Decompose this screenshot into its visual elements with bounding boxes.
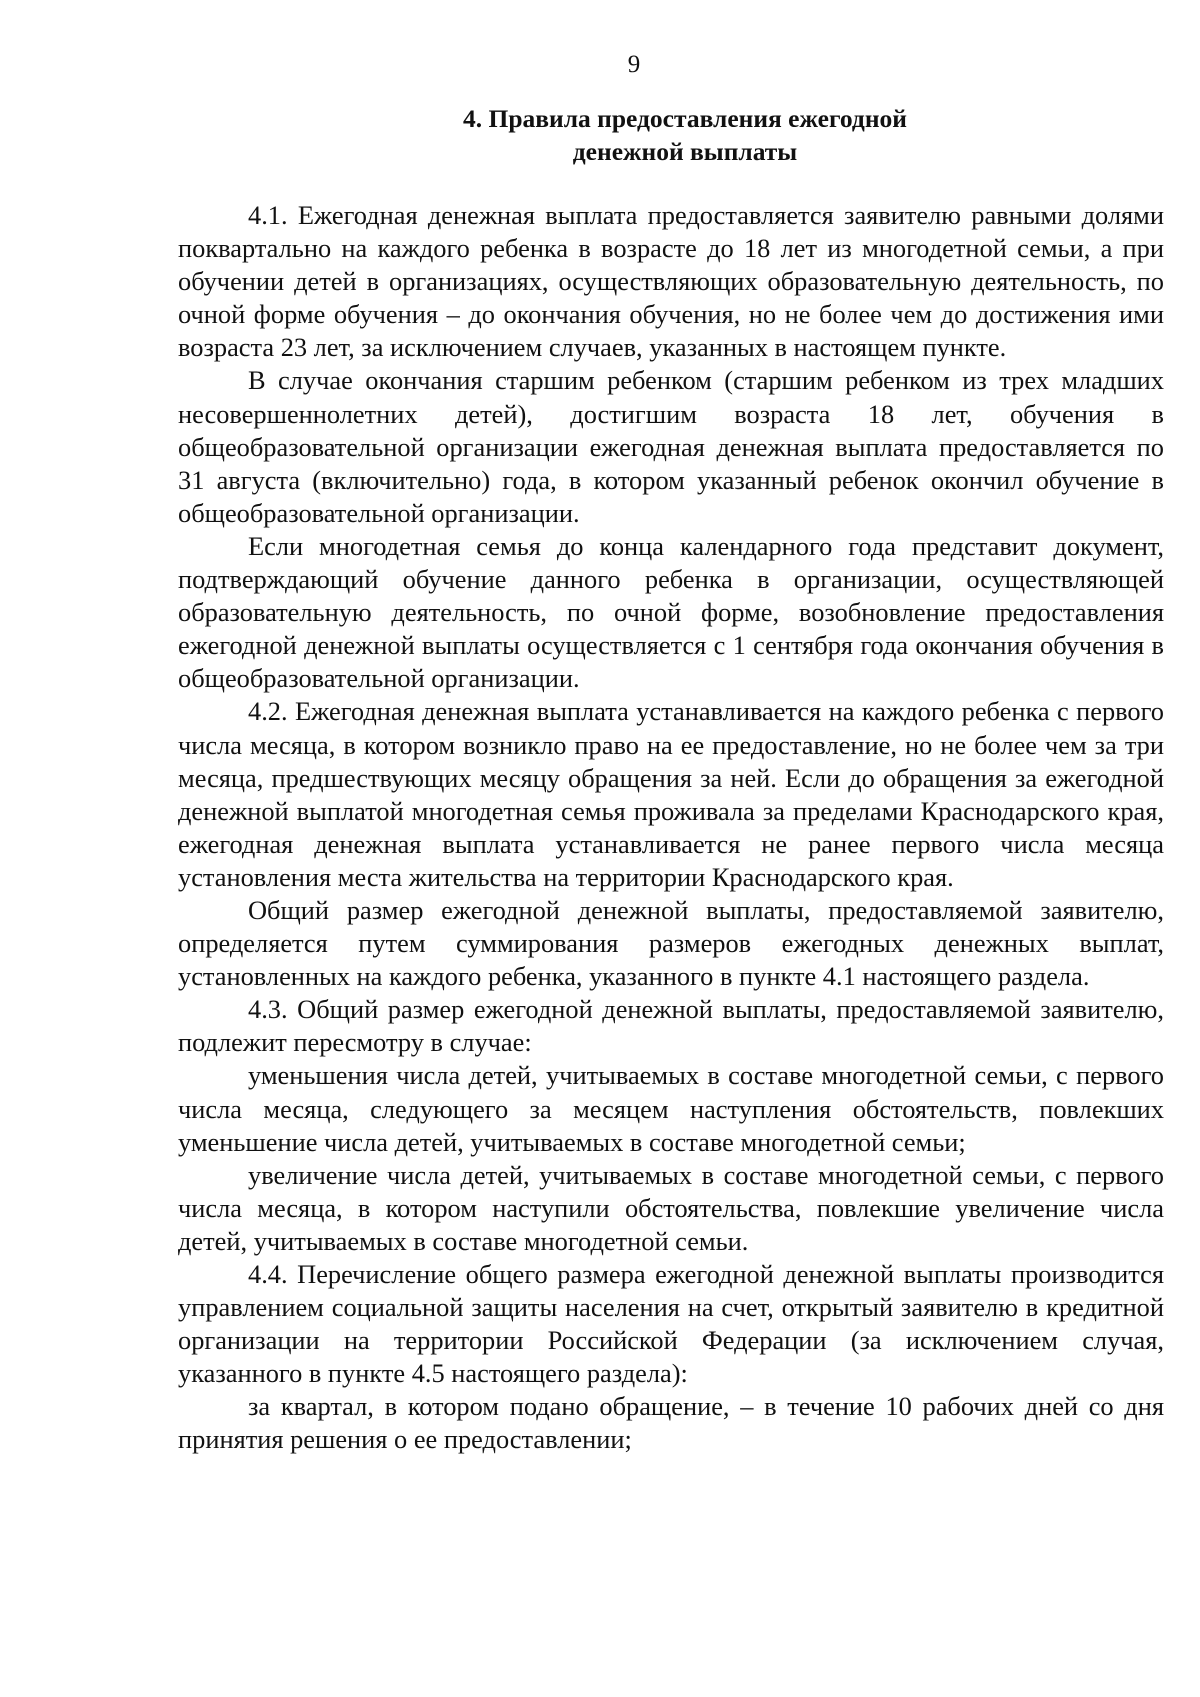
paragraph-total-amount: Общий размер ежегодной денежной выплаты, предоставляемой заявителю, определяется путем суммирования размеров ежегодных денежных выплат, установленных на каждого ребенка, указанного в пункте 4.1 настоящего раздела. bbox=[178, 894, 1164, 992]
paragraph-4-4: 4.4. Перечисление общего размера ежегодной денежной выплаты производится управлением социальной защиты населения на счет, открытый заявителю в кредитной организации на территории Российской Федерации (за исключением случая, указанного в пункте 4.5 настоящего раздела): bbox=[178, 1259, 1164, 1389]
paragraph-4-2: 4.2. Ежегодная денежная выплата устанавливается на каждого ребенка с первого числа месяца, в котором возникло право на ее предоставление, но не более чем за три месяца, предшествующих месяцу обращения за ней. Если до обращения за ежегодной денежной выплатой многодетная семья проживала за пределами Краснодарского края, ежегодная денежная выплата устанавливается не ранее первого числа месяца установления места жительства на территории Краснодарского края. bbox=[178, 696, 1164, 892]
paragraph-decrease: уменьшения числа детей, учитываемых в составе многодетной семьи, с первого числа месяца, следующего за месяцем наступления обстоятельств, повлекших уменьшение числа детей, учитываемых в составе многодетной семьи; bbox=[178, 1060, 1164, 1157]
paragraph-4-3: 4.3. Общий размер ежегодной денежной выплаты, предоставляемой заявителю, подлежит пересмотру в случае: bbox=[178, 994, 1164, 1058]
paragraph-resumption: Если многодетная семья до конца календарного года представит документ, подтверждающий обучение данного ребенка в организации, осуществляющей образовательную деятельность, по очной форме, возобновление предоставления ежегодной денежной выплаты осуществляется с 1 сентября года окончания обучения в общеобразовательной организации. bbox=[178, 530, 1164, 694]
body-text bbox=[178, 199, 1164, 1457]
section-title-line-1: 4. Правила предоставления ежегодной bbox=[463, 104, 907, 133]
page-number: 9 bbox=[627, 51, 641, 78]
paragraph-increase: увеличение числа детей, учитываемых в составе многодетной семьи, с первого числа месяца, в котором наступили обстоятельства, повлекшие увеличение числа детей, учитываемых в составе многодетной семьи. bbox=[178, 1159, 1164, 1256]
section-title bbox=[0, 102, 1200, 168]
section-title-line-2: денежной выплаты bbox=[572, 137, 798, 166]
paragraph-quarter-payment: за квартал, в котором подано обращение, – в течение 10 рабочих дней со дня принятия решения о ее предоставлении; bbox=[178, 1391, 1164, 1455]
paragraph-graduation: В случае окончания старшим ребенком (старшим ребенком из трех младших несовершеннолетних детей), достигшим возраста 18 лет, обучения в общеобразовательной организации ежегодная денежная выплата предоставляется по 31 августа (включительно) года, в котором указанный ребенок окончил обучение в общеобразовательной организации. bbox=[178, 365, 1164, 528]
paragraph-4-1: 4.1. Ежегодная денежная выплата предоставляется заявителю равными долями поквартально на каждого ребенка в возрасте до 18 лет из многодетной семьи, а при обучении детей в организациях, осуществляющих образовательную деятельность, по очной форме обучения – до окончания обучения, но не более чем до достижения ими возраста 23 лет, за исключением случаев, указанных в настоящем пункте. bbox=[178, 200, 1164, 363]
